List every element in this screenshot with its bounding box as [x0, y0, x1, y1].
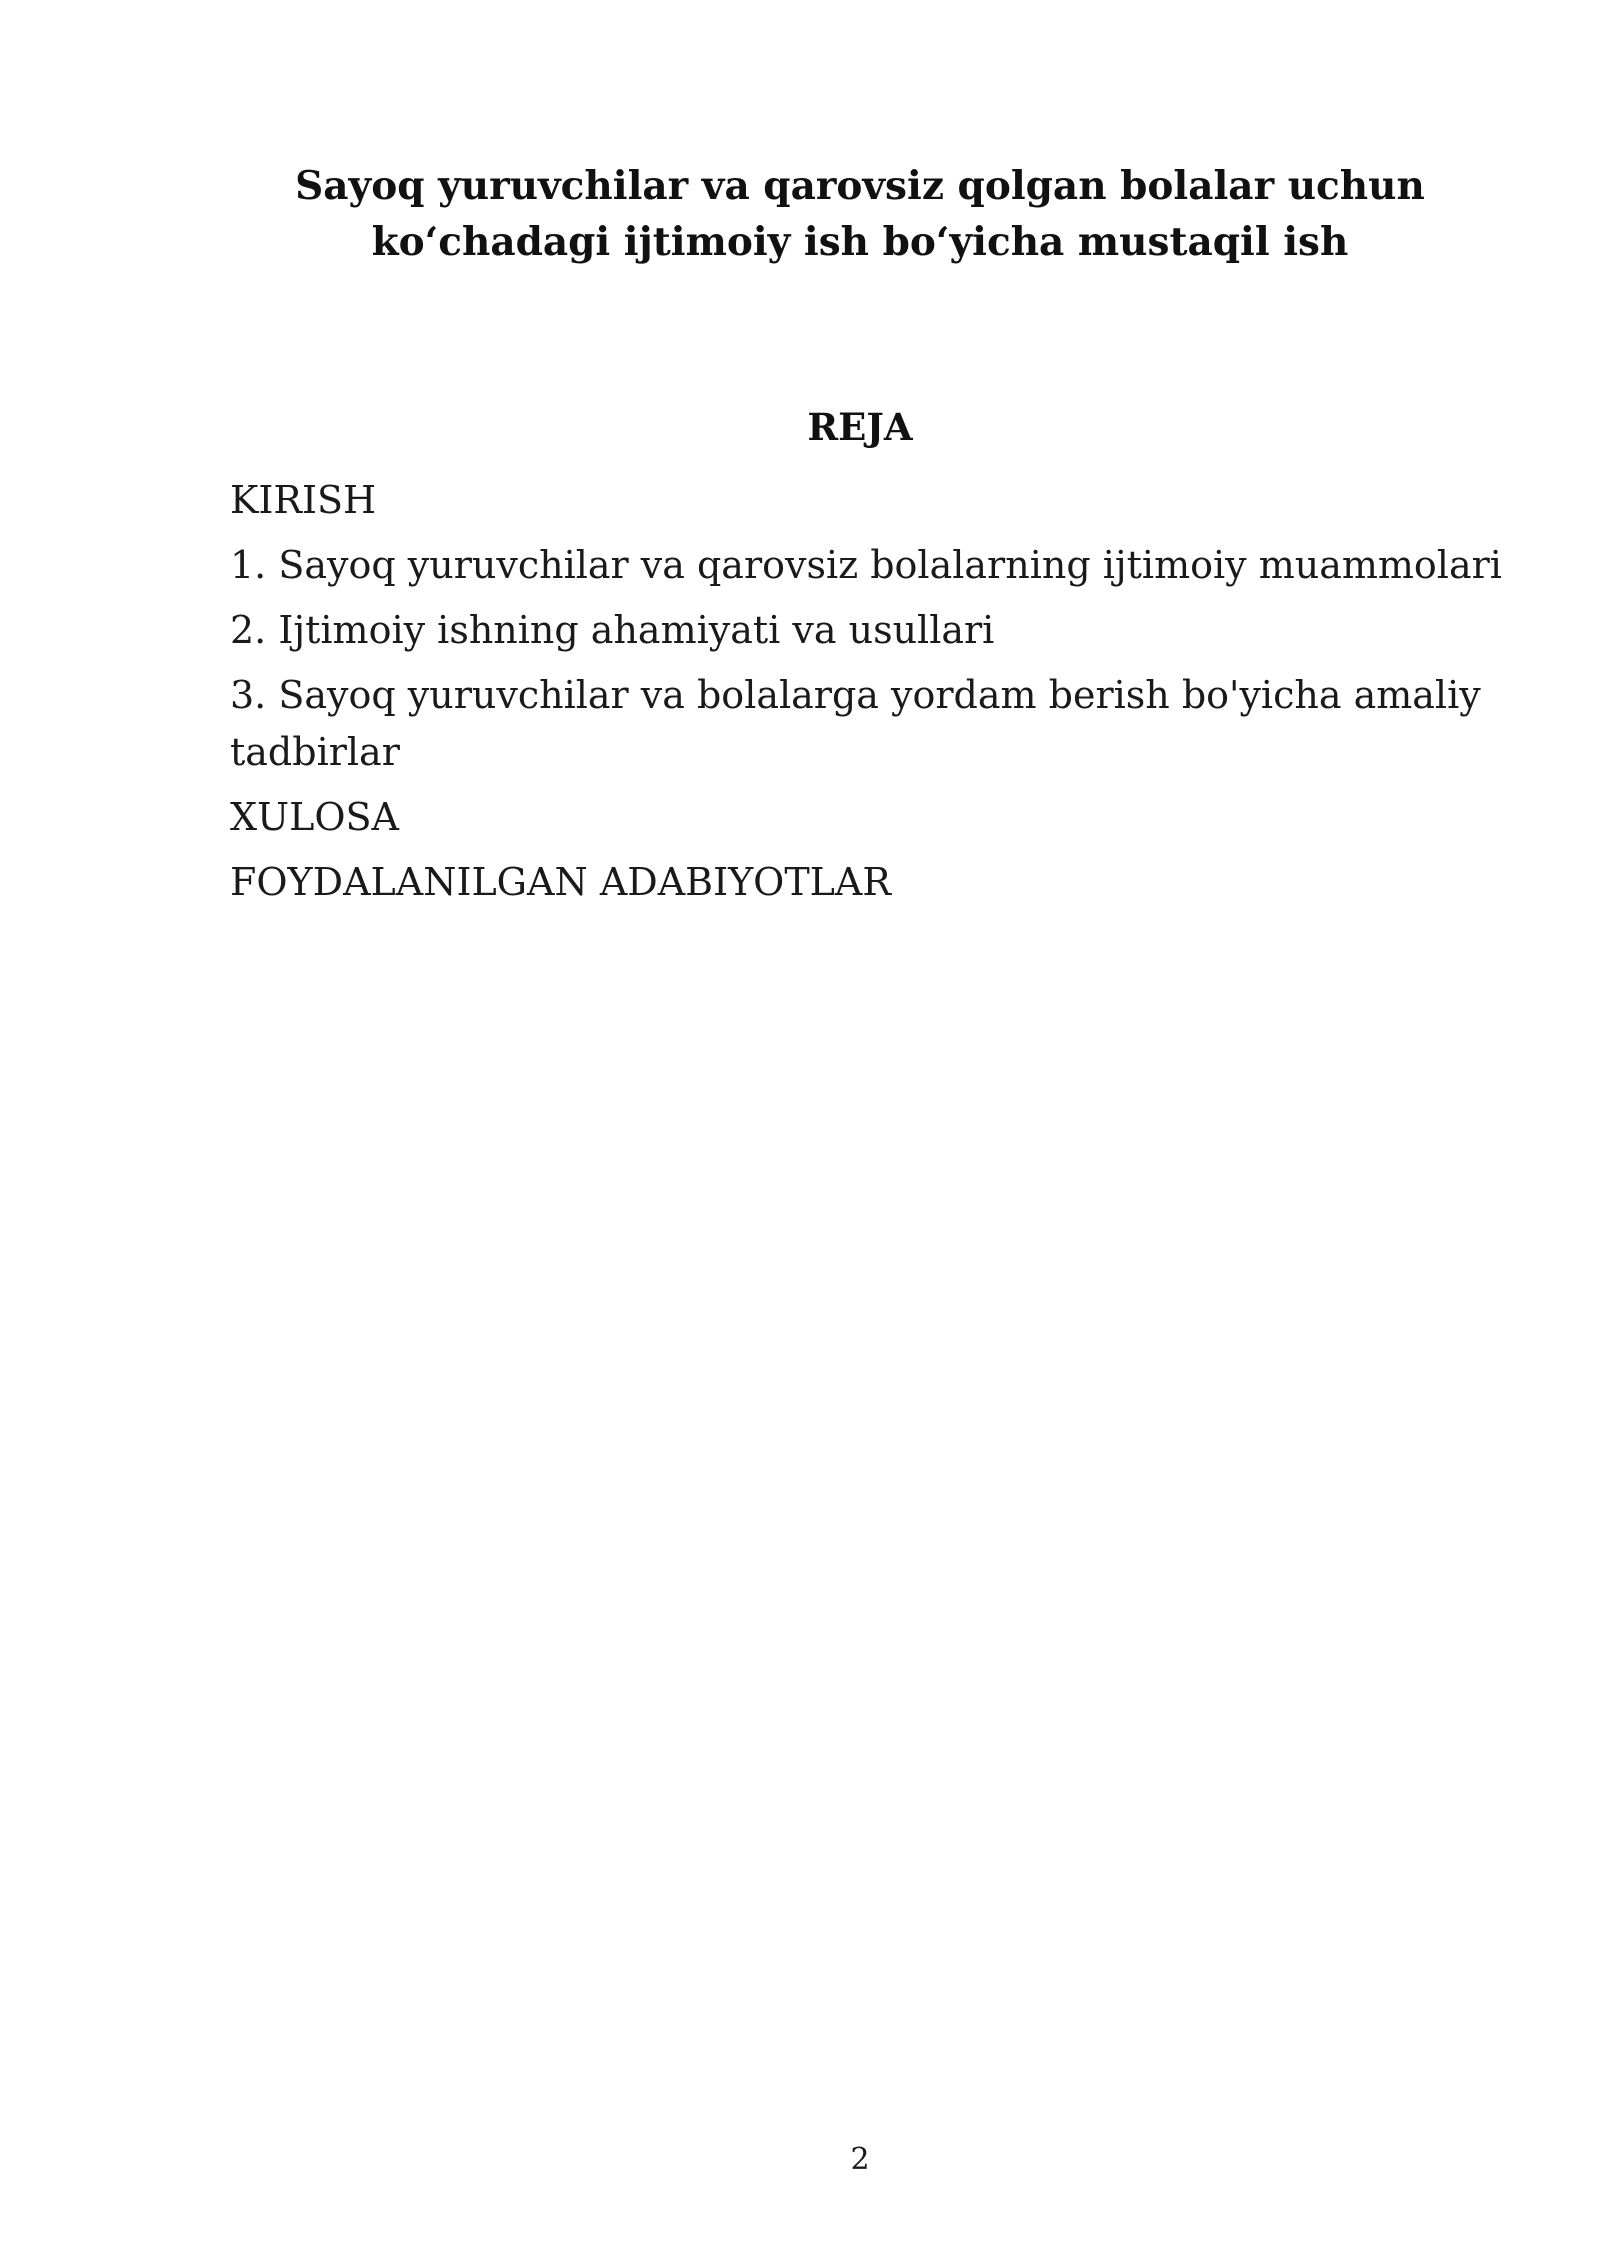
page-number: 2 [850, 2142, 870, 2177]
plan-item-references: FOYDALANILGAN ADABIYOTLAR [230, 860, 891, 904]
plan-item-conclusion: XULOSA [230, 795, 399, 839]
document-title [230, 158, 1490, 270]
plan-item-2: 2. Ijtimoiy ishning ahamiyati va usullari [230, 608, 995, 652]
plan-item-introduction: KIRISH [230, 478, 377, 522]
plan-list [230, 472, 1530, 919]
plan-item-3: 3. Sayoq yuruvchilar va bolalarga yordam berish bo'yicha amaliy tadbirlar [230, 673, 1481, 774]
document-title-line-2: ko‘chadagi ijtimoiy ish bo‘yicha mustaqil ish [371, 219, 1349, 265]
plan-item-1: 1. Sayoq yuruvchilar va qarovsiz bolalarning ijtimoiy muammolari [230, 543, 1502, 587]
document-title-line-1: Sayoq yuruvchilar va qarovsiz qolgan bolalar uchun [295, 163, 1425, 209]
plan-heading: REJA [807, 405, 913, 449]
